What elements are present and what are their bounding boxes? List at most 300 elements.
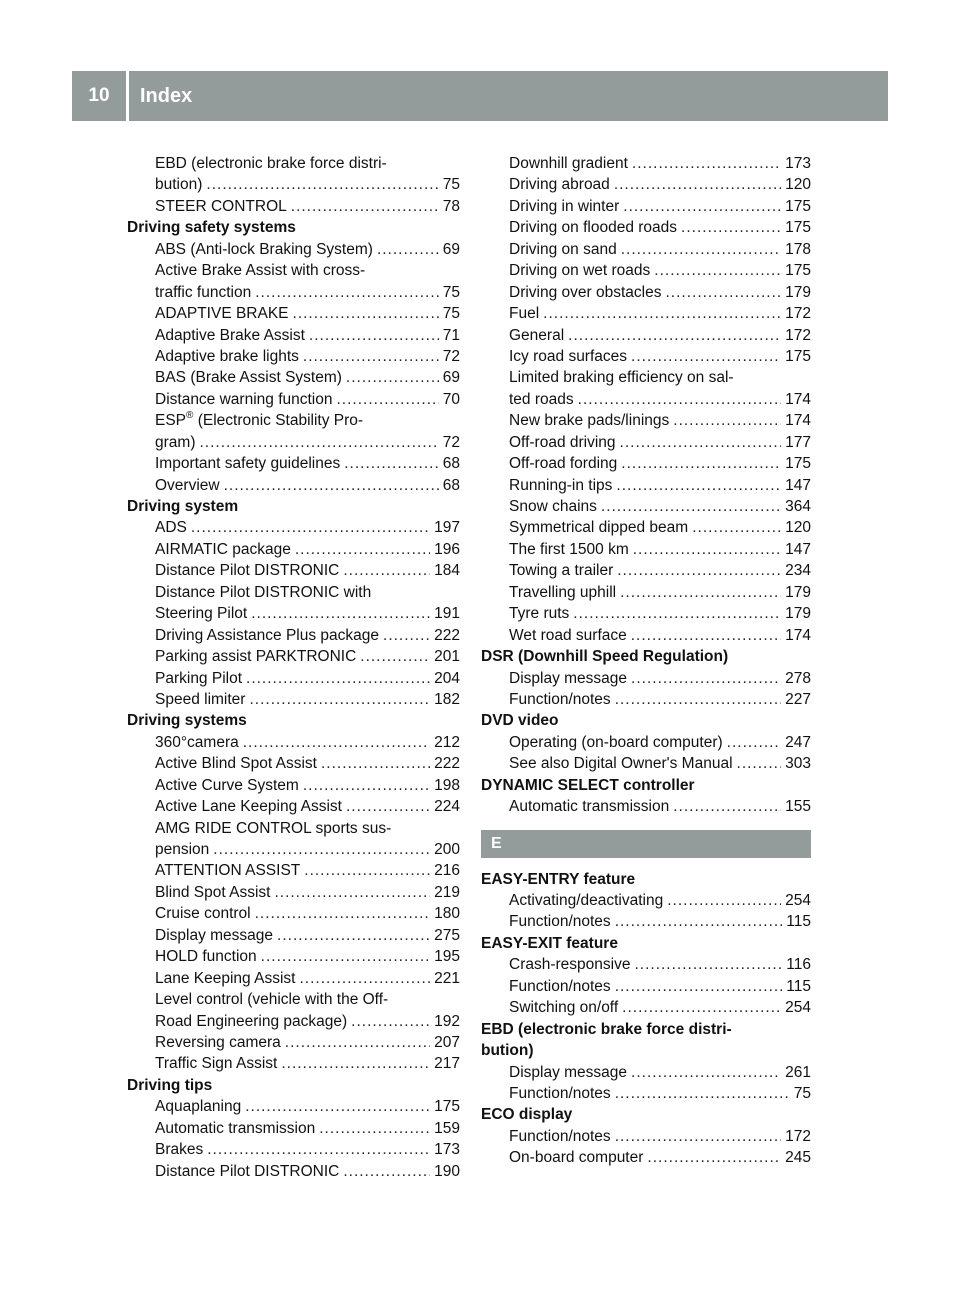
entry-text: EBD (electronic brake force distri- <box>155 155 387 172</box>
page-reference: 68 <box>442 476 460 494</box>
entry-text: See also Digital Owner's Manual <box>509 755 733 773</box>
index-heading: DYNAMIC SELECT controller <box>481 776 695 794</box>
entry-text: Driving on sand <box>509 240 617 258</box>
page-reference: 69 <box>442 369 460 387</box>
entry-text: BAS (Brake Assist System) <box>155 369 342 387</box>
page-reference: 68 <box>442 455 460 473</box>
dot-leader <box>631 625 781 646</box>
entry-text: Brakes <box>155 1141 204 1159</box>
entry-text: Fuel <box>509 305 540 323</box>
dot-leader <box>621 453 781 474</box>
page-reference: 174 <box>785 412 811 430</box>
entry-text: The first 1500 km <box>509 540 629 558</box>
index-entry <box>127 174 460 195</box>
dot-leader <box>343 1161 430 1182</box>
dot-leader <box>578 389 781 410</box>
entry-text: Crash-responsive <box>509 956 631 974</box>
page-reference: 179 <box>785 583 811 601</box>
entry-text: Travelling uphill <box>509 583 617 601</box>
index-entry <box>127 1096 460 1117</box>
page-reference: 147 <box>785 476 811 494</box>
dot-leader <box>727 732 781 753</box>
dot-leader <box>360 646 430 667</box>
page-reference: 195 <box>434 948 460 966</box>
index-entry <box>127 282 460 303</box>
page-reference: 219 <box>434 883 460 901</box>
page-reference: 70 <box>442 390 460 408</box>
page-reference: 222 <box>434 755 460 773</box>
index-entry <box>127 346 460 367</box>
entry-text: Icy road surfaces <box>509 347 628 365</box>
dot-leader <box>601 496 781 517</box>
page-reference: 190 <box>434 1162 460 1180</box>
dot-leader <box>568 325 781 346</box>
dot-leader <box>303 775 430 796</box>
dot-leader <box>631 668 781 689</box>
page-reference: 212 <box>434 733 460 751</box>
index-entry <box>481 282 811 303</box>
index-entry <box>481 890 811 911</box>
dot-leader <box>631 1062 781 1083</box>
dot-leader <box>673 410 781 431</box>
page-reference: 196 <box>434 540 460 558</box>
dot-leader <box>319 1118 430 1139</box>
index-entry-wrapped-line <box>127 410 460 431</box>
index-entry <box>481 1062 811 1083</box>
index-entry <box>127 1139 460 1160</box>
dot-leader <box>295 539 430 560</box>
index-entry <box>481 753 811 774</box>
page-reference: 172 <box>785 1127 811 1145</box>
entry-text: Off-road fording <box>509 455 618 473</box>
entry-text: 360°camera <box>155 733 239 751</box>
page-reference: 180 <box>434 905 460 923</box>
page-reference: 245 <box>785 1149 811 1167</box>
index-entry <box>127 303 460 324</box>
index-entry <box>127 839 460 860</box>
entry-text: HOLD function <box>155 948 257 966</box>
index-entry <box>127 603 460 624</box>
page-number: 10 <box>88 85 110 106</box>
dot-leader <box>615 689 781 710</box>
entry-text: Speed limiter <box>155 690 246 708</box>
entry-text: Automatic transmission <box>155 1119 316 1137</box>
entry-text: Aquaplaning <box>155 1098 242 1116</box>
index-entry <box>481 1083 811 1104</box>
index-heading: Driving system <box>127 498 239 515</box>
entry-text: Limited braking efficiency on sal- <box>509 369 734 387</box>
dot-leader <box>633 539 781 560</box>
entry-text: Function/notes <box>509 1127 611 1145</box>
index-heading: EASY-EXIT feature <box>481 934 618 952</box>
page-reference: 217 <box>434 1055 460 1073</box>
entry-text: Driving abroad <box>509 176 610 194</box>
entry-text: pension <box>155 841 210 858</box>
dot-leader <box>377 239 439 260</box>
index-entry <box>481 496 811 517</box>
entry-text: Distance Pilot DISTRONIC <box>155 1162 340 1180</box>
index-entry <box>127 389 460 410</box>
page-reference: 147 <box>785 540 811 558</box>
index-entry <box>481 389 811 410</box>
page-reference: 69 <box>442 240 460 258</box>
index-entry <box>481 217 811 238</box>
dot-leader <box>673 796 781 817</box>
dot-leader <box>274 882 430 903</box>
entry-text: AMG RIDE CONTROL sports sus- <box>155 819 392 837</box>
dot-leader <box>299 968 430 989</box>
dot-leader <box>245 1096 430 1117</box>
entry-text: Reversing camera <box>155 1033 281 1051</box>
entry-text: Function/notes <box>509 1084 611 1102</box>
dot-leader <box>383 625 430 646</box>
index-entry <box>481 997 811 1018</box>
dot-leader <box>199 432 438 453</box>
page-reference: 177 <box>785 433 811 451</box>
page-reference: 175 <box>785 262 811 280</box>
dot-leader <box>337 389 439 410</box>
index-heading: DVD video <box>481 712 559 730</box>
entry-text: Wet road surface <box>509 626 627 644</box>
dot-leader <box>206 174 438 195</box>
index-entry <box>481 475 811 496</box>
index-column-left <box>127 153 460 1182</box>
entry-text: ted roads <box>509 390 574 408</box>
entry-text: Traffic Sign Assist <box>155 1055 278 1073</box>
index-entry <box>127 882 460 903</box>
dot-leader <box>614 174 781 195</box>
dot-leader <box>213 839 430 860</box>
index-entry <box>127 1032 460 1053</box>
entry-text: ESP <box>155 412 187 430</box>
dot-leader <box>632 153 781 174</box>
page-reference: 227 <box>785 690 811 708</box>
index-entry <box>127 946 460 967</box>
entry-text: Distance Pilot DISTRONIC with <box>155 583 372 601</box>
index-entry <box>127 925 460 946</box>
entry-text: Cruise control <box>155 905 251 923</box>
page-reference: 247 <box>785 733 811 751</box>
index-entry <box>481 1126 811 1147</box>
page-reference: 72 <box>442 347 460 365</box>
dot-leader <box>309 325 439 346</box>
page-reference: 172 <box>785 326 811 344</box>
index-entry <box>127 367 460 388</box>
index-entry <box>127 539 460 560</box>
dot-leader <box>346 367 439 388</box>
page-reference: 278 <box>785 669 811 687</box>
page-reference: 116 <box>786 956 811 974</box>
dot-leader <box>692 517 781 538</box>
index-entry <box>481 560 811 581</box>
entry-text: Blind Spot Assist <box>155 883 271 901</box>
page-reference: 221 <box>434 969 460 987</box>
dot-leader <box>616 475 781 496</box>
entry-text: ADAPTIVE BRAKE <box>155 305 289 323</box>
entry-text: Road Engineering package) <box>155 1012 348 1030</box>
entry-text: AIRMATIC package <box>155 540 291 558</box>
page-reference: 200 <box>434 841 460 858</box>
index-entry <box>127 1053 460 1074</box>
dot-leader <box>631 346 781 367</box>
entry-text: Running-in tips <box>509 476 613 494</box>
dot-leader <box>615 1083 790 1104</box>
entry-text: Display message <box>155 926 274 944</box>
page-reference: 75 <box>442 305 460 323</box>
dot-leader <box>243 732 430 753</box>
entry-text: Towing a trailer <box>509 562 614 580</box>
page-reference: 254 <box>785 999 811 1017</box>
page-reference: 204 <box>434 669 460 687</box>
index-entry <box>481 976 811 997</box>
dot-leader <box>615 911 783 932</box>
dot-leader <box>681 217 781 238</box>
page-reference: 120 <box>785 176 811 194</box>
entry-text: New brake pads/linings <box>509 412 670 430</box>
index-entry <box>481 603 811 624</box>
page-reference: 261 <box>785 1063 811 1081</box>
index-entry <box>127 560 460 581</box>
index-entry <box>481 582 811 603</box>
index-entry-wrapped-line <box>127 582 460 603</box>
entry-text: ABS (Anti-lock Braking System) <box>155 240 373 258</box>
entry-text: Automatic transmission <box>509 798 670 816</box>
page-reference: 72 <box>442 433 460 451</box>
page-reference: 254 <box>785 892 811 909</box>
index-entry <box>127 796 460 817</box>
index-entry <box>127 517 460 538</box>
page-reference: 275 <box>434 926 460 944</box>
dot-leader <box>647 1147 781 1168</box>
index-entry <box>127 689 460 710</box>
index-entry-wrapped-line <box>481 367 811 388</box>
index-entry <box>481 539 811 560</box>
entry-text: Driving on flooded roads <box>509 219 678 237</box>
dot-leader <box>291 196 439 217</box>
dot-leader <box>737 753 782 774</box>
index-entry <box>481 239 811 260</box>
index-entry <box>127 646 460 667</box>
dot-leader <box>293 303 439 324</box>
entry-text: Steering Pilot <box>155 605 248 623</box>
entry-text: Active Blind Spot Assist <box>155 755 317 773</box>
index-entry <box>127 196 460 217</box>
entry-text: Symmetrical dipped beam <box>509 519 689 537</box>
page-reference: 71 <box>442 326 460 344</box>
entry-text: Driving on wet roads <box>509 262 651 280</box>
dot-leader <box>285 1032 430 1053</box>
dot-leader <box>191 517 430 538</box>
page-reference: 159 <box>434 1119 460 1137</box>
dot-leader <box>255 282 439 303</box>
registered-mark: ® <box>186 410 194 422</box>
index-entry <box>481 153 811 174</box>
entry-text: bution) <box>155 176 203 194</box>
dot-leader <box>281 1053 430 1074</box>
dot-leader <box>620 432 782 453</box>
entry-text: Off-road driving <box>509 433 616 451</box>
index-entry <box>481 668 811 689</box>
index-heading: bution) <box>481 1042 534 1060</box>
entry-text: gram) <box>155 433 196 451</box>
entry-text: Driving over obstacles <box>509 283 662 301</box>
index-entry <box>481 174 811 195</box>
page-reference: 224 <box>434 798 460 816</box>
index-entry <box>481 196 811 217</box>
page-reference: 216 <box>434 862 460 880</box>
entry-text: Level control (vehicle with the Off- <box>155 991 389 1009</box>
entry-text: Function/notes <box>509 977 611 995</box>
dot-leader <box>667 890 781 911</box>
page-reference: 207 <box>434 1033 460 1051</box>
index-entry <box>127 775 460 796</box>
page-reference: 75 <box>793 1084 811 1102</box>
dot-leader <box>346 796 430 817</box>
index-entry <box>127 325 460 346</box>
entry-text: ADS <box>155 519 187 537</box>
entry-text: Lane Keeping Assist <box>155 969 296 987</box>
page-reference: 178 <box>785 240 811 258</box>
entry-text: Switching on/off <box>509 999 619 1017</box>
dot-leader <box>321 753 430 774</box>
entry-text: Active Brake Assist with cross- <box>155 262 366 280</box>
dot-leader <box>620 582 781 603</box>
page-reference: 175 <box>434 1098 460 1116</box>
page-reference: 364 <box>785 498 811 515</box>
page-reference: 184 <box>434 562 460 580</box>
entry-text: Function/notes <box>509 913 611 931</box>
page-reference: 115 <box>786 913 811 931</box>
entry-text: Distance warning function <box>155 390 333 408</box>
entry-text: Active Curve System <box>155 776 299 794</box>
section-letter-header: E <box>481 830 811 858</box>
entry-text: General <box>509 326 565 344</box>
dot-leader <box>277 925 430 946</box>
dot-leader <box>351 1011 430 1032</box>
index-entry <box>127 903 460 924</box>
index-entry-wrapped-line <box>127 260 460 281</box>
page-reference: 175 <box>785 219 811 237</box>
dot-leader <box>623 196 781 217</box>
dot-leader <box>207 1139 430 1160</box>
page-reference: 174 <box>785 626 811 644</box>
index-heading: Driving tips <box>127 1076 213 1094</box>
entry-text: Display message <box>509 1063 628 1081</box>
dot-leader <box>304 860 430 881</box>
page-reference: 201 <box>434 648 460 666</box>
page-reference: 197 <box>434 519 460 537</box>
page-reference: 179 <box>785 283 811 301</box>
index-entry <box>127 732 460 753</box>
index-heading: DSR (Downhill Speed Regulation) <box>481 648 729 666</box>
entry-text: ATTENTION ASSIST <box>155 862 301 880</box>
dot-leader <box>615 976 783 997</box>
index-entry <box>481 325 811 346</box>
index-entry <box>127 475 460 496</box>
page-reference: 115 <box>786 977 811 995</box>
page-reference: 78 <box>442 197 460 215</box>
index-entry <box>481 453 811 474</box>
index-entry <box>127 668 460 689</box>
page-reference: 179 <box>785 605 811 623</box>
entry-text: On-board computer <box>509 1149 644 1167</box>
entry-text: Display message <box>509 669 628 687</box>
index-entry <box>127 860 460 881</box>
entry-text: Activating/deactivating <box>509 892 664 909</box>
entry-text: Overview <box>155 476 220 494</box>
index-entry <box>481 346 811 367</box>
index-entry <box>127 1161 460 1182</box>
dot-leader <box>249 689 430 710</box>
index-heading: EASY-ENTRY feature <box>481 870 636 888</box>
index-entry-wrapped-line <box>127 989 460 1010</box>
index-entry <box>127 968 460 989</box>
entry-text: traffic function <box>155 283 252 301</box>
entry-text: Active Lane Keeping Assist <box>155 798 342 816</box>
entry-text-continued: (Electronic Stability Pro- <box>193 412 364 430</box>
page-reference: 175 <box>785 455 811 473</box>
index-heading: ECO display <box>481 1106 573 1124</box>
dot-leader <box>251 603 430 624</box>
entry-text: Distance Pilot DISTRONIC <box>155 562 340 580</box>
index-entry-wrapped-line <box>127 153 460 174</box>
page-reference: 175 <box>785 347 811 365</box>
dot-leader <box>261 946 430 967</box>
page-reference: 172 <box>785 305 811 323</box>
page-reference: 173 <box>434 1141 460 1159</box>
index-entry-wrapped-line <box>127 818 460 839</box>
index-entry <box>127 1118 460 1139</box>
dot-leader <box>344 453 439 474</box>
index-entry <box>127 1011 460 1032</box>
index-entry <box>481 1147 811 1168</box>
index-entry <box>481 732 811 753</box>
index-entry <box>481 410 811 431</box>
dot-leader <box>573 603 781 624</box>
entry-text: Adaptive brake lights <box>155 347 299 365</box>
entry-text: STEER CONTROL <box>155 197 287 215</box>
page-title: Index <box>140 84 193 107</box>
entry-text: Function/notes <box>509 690 611 708</box>
entry-text: Driving in winter <box>509 197 620 215</box>
dot-leader <box>622 997 781 1018</box>
index-entry <box>481 689 811 710</box>
index-entry <box>127 432 460 453</box>
entry-text: Downhill gradient <box>509 155 628 172</box>
index-entry <box>481 796 811 817</box>
index-heading: Driving systems <box>127 712 247 730</box>
page-reference: 120 <box>785 519 811 537</box>
page-reference: 175 <box>785 197 811 215</box>
page-reference: 75 <box>442 283 460 301</box>
index-heading: Driving safety systems <box>127 219 296 237</box>
page-reference: 192 <box>434 1012 460 1030</box>
page-reference: 173 <box>785 155 811 172</box>
dot-leader <box>634 954 782 975</box>
entry-text: Snow chains <box>509 498 597 515</box>
index-entry <box>481 911 811 932</box>
header-band <box>72 71 888 121</box>
dot-leader <box>343 560 430 581</box>
dot-leader <box>615 1126 781 1147</box>
page-reference: 191 <box>434 605 460 623</box>
page-reference: 198 <box>434 776 460 794</box>
entry-text: Parking Pilot <box>155 669 243 687</box>
index-entry <box>481 625 811 646</box>
index-entry <box>481 954 811 975</box>
dot-leader <box>543 303 781 324</box>
dot-leader <box>224 475 439 496</box>
